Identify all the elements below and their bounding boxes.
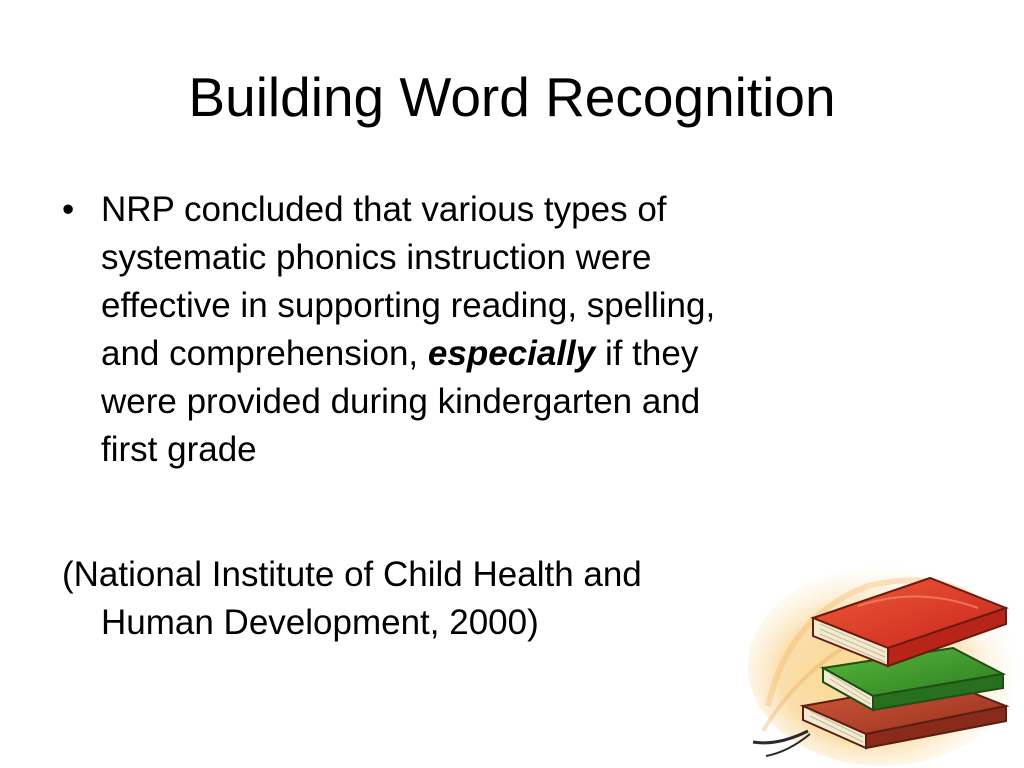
bullet-line-4-after: if they <box>595 334 699 373</box>
bullet-line-6: first grade <box>101 430 257 469</box>
bullet-line-4-before: and comprehension, <box>101 334 428 373</box>
slide-title: Building Word Recognition <box>188 66 836 128</box>
bullet-marker: • <box>62 190 75 229</box>
bullet-line-3: effective in supporting reading, spelling, <box>101 286 716 325</box>
citation <box>62 551 642 647</box>
bullet-item <box>62 186 942 474</box>
stack-of-books-icon <box>748 556 1024 768</box>
citation-line-2: Human Development, 2000) <box>101 603 539 642</box>
bullet-text <box>101 186 942 474</box>
bullet-line-2: systematic phonics instruction were <box>101 238 652 277</box>
bullet-list <box>62 186 942 474</box>
bullet-line-5: were provided during kindergarten and <box>101 382 701 421</box>
citation-line-1: (National Institute of Child Health and <box>62 555 642 594</box>
bullet-line-4 <box>101 330 942 378</box>
emphasis-especially: especially <box>427 334 596 373</box>
bullet-line-1: NRP concluded that various types of <box>101 190 667 229</box>
